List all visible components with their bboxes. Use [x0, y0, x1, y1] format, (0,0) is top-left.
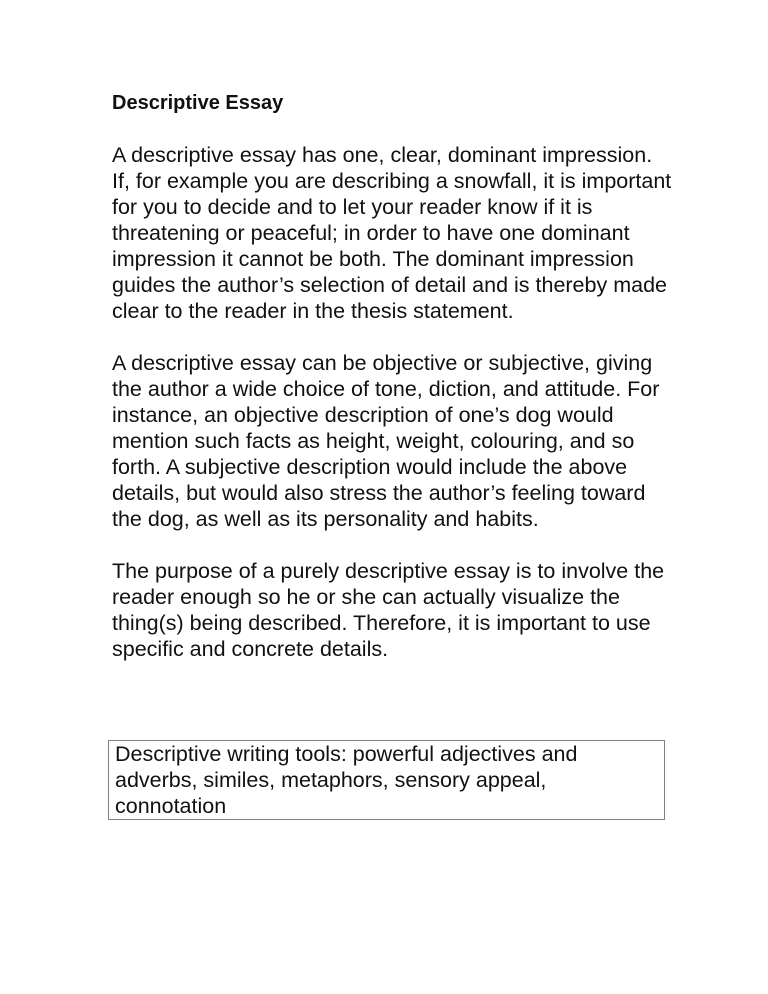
paragraph-objective-subjective: A descriptive essay can be objective or subjective, giving the author a wide choice of tone, diction, and attitude. For instance, an objective description of one’s dog would mention such facts as height, weight, colouring, and so forth. A subjective description would include the above details, but would also stress the author’s feeling toward the dog, as well as its personality and habits. — [112, 351, 660, 531]
document-body — [112, 90, 672, 676]
document-title: Descriptive Essay — [112, 92, 284, 114]
writing-tools-text: Descriptive writing tools: powerful adjectives and adverbs, similes, metaphors, sensory appeal, connotation — [115, 742, 578, 818]
paragraph-dominant-impression: A descriptive essay has one, clear, dominant impression. If, for example you are describing a snowfall, it is important for you to decide and to let your reader know if it is threatening or peaceful; in order to have one dominant impression it cannot be both. The dominant impression guides the author’s selection of detail and is thereby made clear to the reader in the thesis statement. — [112, 143, 672, 323]
paragraph-purpose: The purpose of a purely descriptive essay is to involve the reader enough so he or she can actually visualize the thing(s) being described. Therefore, it is important to use specific and concrete details. — [112, 559, 665, 661]
writing-tools-box — [108, 740, 665, 820]
